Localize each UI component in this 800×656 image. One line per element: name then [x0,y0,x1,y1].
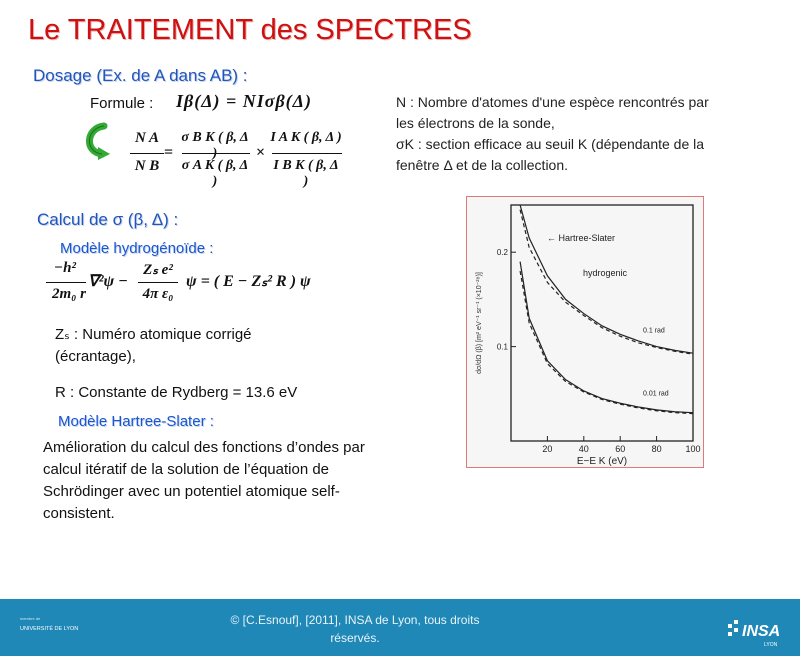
ratio-formula [128,126,358,189]
note-line: les électrons de la sonde, [396,115,555,131]
insa-logo-sub: LYON [764,642,778,648]
section-dosage-heading: Dosage (Ex. de A dans AB) : [33,66,248,85]
model-hydrogenoide-heading: Modèle hydrogénoïde : [60,240,214,257]
fraction-bar [272,153,342,154]
annotation-label: hydrogenic [583,267,628,278]
universite-de-lyon-logo [18,614,78,638]
x-tick-label: 40 [578,444,589,454]
definition-notes [396,92,776,176]
laplacian-term: ∇²ψ − [88,273,128,290]
page-title: Le TRAITEMENT des SPECTRES [28,14,472,46]
schrodinger-equation [44,258,344,308]
x-tick-label: 60 [615,444,626,454]
ratio-mid-denominator: σ A K ( β, Δ ) [181,158,249,189]
curved-arrow-icon [82,122,116,160]
ratio-lhs-numerator: N A [134,130,160,146]
model-hartree-slater-heading: Modèle Hartree-Slater : [58,413,214,430]
description-line: calcul itératif de la solution de l’équation de [43,461,330,478]
note-line: N : Nombre d'atomes d'une espèce rencontrés par [396,94,709,110]
eq-lhs-denominator: 2m₀ r [52,286,86,302]
section-calcul-heading: Calcul de σ (β, Δ) : [37,210,179,229]
eq-lhs-numerator: −h² [54,260,76,276]
cross-section-plot [466,196,704,468]
cross-section-chart [467,197,703,467]
ratio-rhs-numerator: I A K ( β, Δ ) [270,130,342,145]
description-line: Amélioration du calcul des fonctions d’ondes par [43,439,365,456]
left-logo-text: UNIVERSITÉ DE LYON [20,626,78,632]
zs-definition [55,324,355,368]
rydberg-definition: R : Constante de Rydberg = 13.6 eV [55,384,298,401]
ratio-mid-numerator: σ B K ( β, Δ [181,130,249,145]
x-tick-label: 80 [651,444,662,454]
x-tick-label: 100 [685,444,701,454]
eq-rhs: ψ = ( E − Zₛ² R ) ψ [186,273,311,290]
formula-main: Iβ(Δ) = NIσβ(Δ) [176,91,312,111]
x-tick-label: 20 [542,444,553,454]
copyright-line: réservés. [330,631,380,645]
annotation-label: ← Hartree-Slater [547,232,616,243]
fraction-bar [46,282,86,283]
copyright-line: © [C.Esnouf], [2011], INSA de Lyon, tous droits [230,613,480,627]
x-axis-label: E−E K (eV) [576,456,628,467]
eq-mid-denominator: 4π ε₀ [142,286,174,302]
times-sign: × [256,144,266,161]
ratio-rhs-denominator: I B K ( β, Δ ) [273,158,339,189]
fraction-bar [182,153,250,154]
description-line: Schrödinger avec un potentiel atomique self- [43,483,340,500]
annotation-label: 0.01 rad [643,390,669,398]
insa-logo [724,616,788,650]
equals-sign: = [164,144,174,161]
formula-label: Formule : [90,95,154,112]
note-line: fenêtre Δ et de la collection. [396,157,569,173]
svg-text:membre de: membre de [20,616,41,621]
ratio-lhs-denominator: N B [134,158,160,174]
annotation-label: 0.1 rad [643,327,665,335]
zs-line: (écrantage), [55,348,136,365]
y-tick-label: 0.2 [496,248,508,258]
description-line: consistent. [43,505,115,522]
fraction-bar [138,282,178,283]
y-tick-label: 0.1 [496,342,508,352]
hartree-slater-description [43,437,443,525]
y-axis-label: dσ/dΩ (β) [m² eV⁻¹ sr⁻¹ (×10⁻²⁸)] [476,272,483,374]
fraction-bar [130,153,164,154]
zs-line: Zₛ : Numéro atomique corrigé [55,326,252,343]
eq-mid-numerator: Zₛ e² [143,262,173,278]
note-line: σK : section efficace au seuil K (dépendante de la [396,136,705,152]
copyright-notice [200,611,510,647]
insa-logo-text: INSA [742,623,781,640]
